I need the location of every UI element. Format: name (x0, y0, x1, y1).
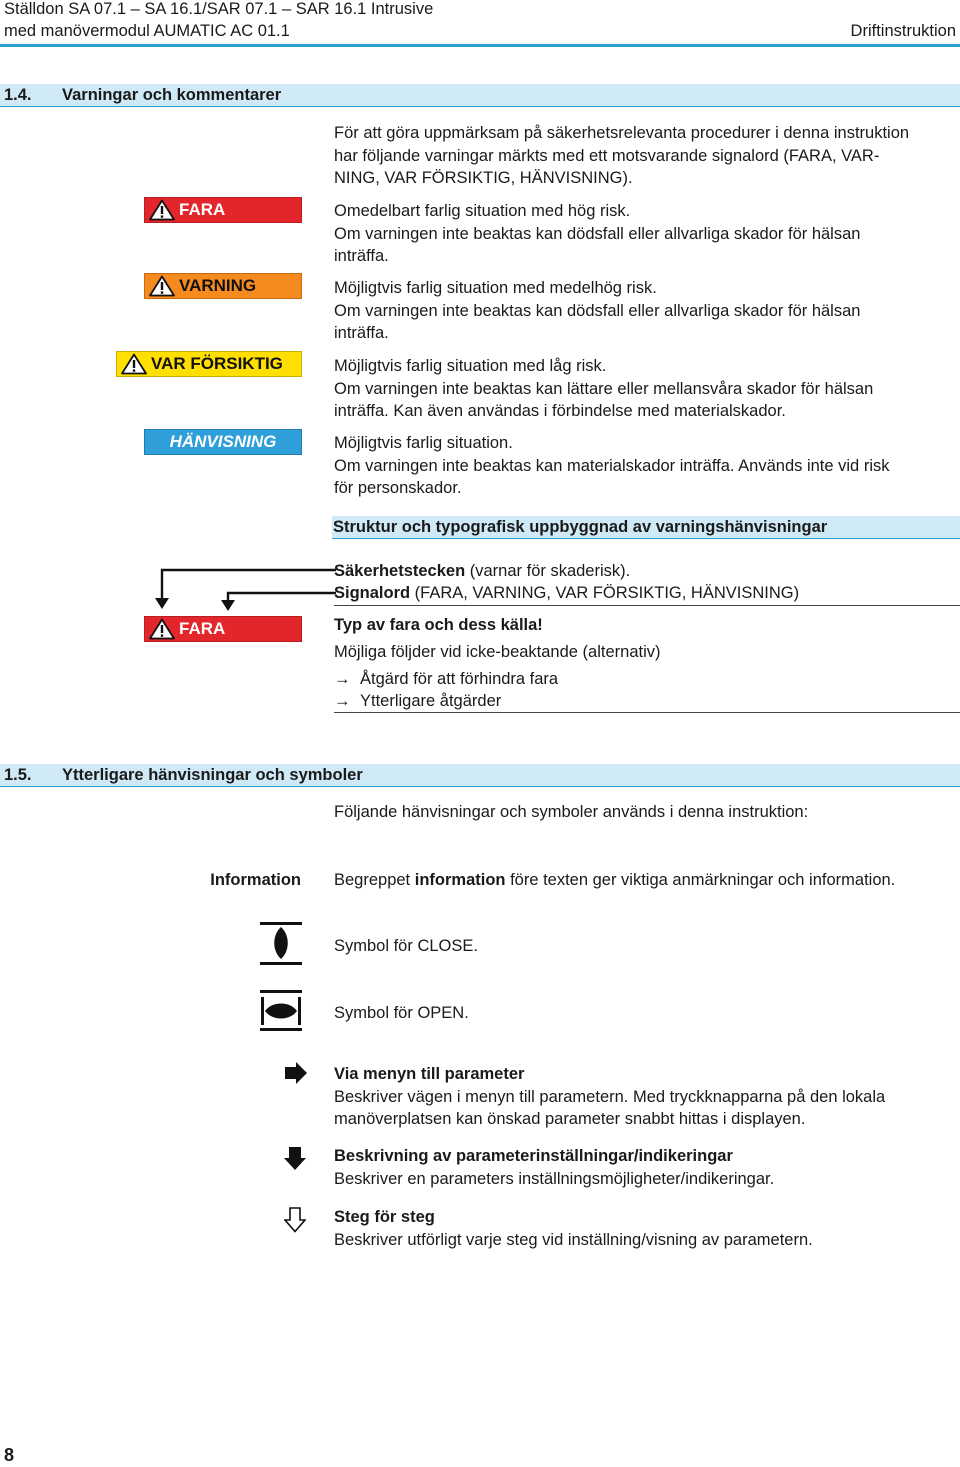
information-label: Information (210, 871, 301, 889)
arrow-right-icon: → (334, 692, 351, 710)
structure-step-2: → Ytterligare åtgärder (334, 690, 501, 713)
header-title-line2: med manövermodul AUMATIC AC 01.1 (4, 22, 290, 40)
section-number: 1.5. (4, 766, 32, 784)
varning-description: Möjligtvis farlig situation med medelhög risk. Om varningen inte beaktas kan dödsfall eller allvarliga skador för hälsan inträffa. (334, 279, 861, 342)
section-number: 1.4. (4, 86, 32, 104)
fara-badge (144, 197, 302, 223)
var-forsiktig-label: VAR FÖRSIKTIG (151, 354, 283, 373)
step-arrow-down-outline-icon (284, 1207, 306, 1233)
step-description: Steg för steg Beskriver utförligt varje steg vid inställning/visning av parametern. (334, 1208, 813, 1249)
arrow-right-icon: → (334, 670, 351, 688)
page-number: 8 (4, 1445, 15, 1465)
header-doc-type: Driftinstruktion (850, 22, 956, 40)
parameter-arrow-down-icon (284, 1146, 306, 1171)
header-rule (0, 44, 960, 47)
warning-triangle-icon (149, 275, 175, 297)
var-forsiktig-badge (116, 351, 302, 377)
hanvisning-label: HÄNVISNING (169, 432, 277, 451)
structure-fara-badge (144, 616, 302, 642)
warning-triangle-icon (149, 199, 175, 221)
close-symbol-text: Symbol för CLOSE. (334, 937, 478, 955)
section-1-5-intro: Följande hänvisningar och symboler används i denna instruktion: (334, 803, 809, 821)
structure-step-1: → Åtgärd för att förhindra fara (334, 668, 558, 691)
structure-line-hazard-type: Typ av fara och dess källa! (334, 616, 543, 634)
structure-line-safety-sign: Säkerhetstecken (varnar för skaderisk). (334, 562, 631, 580)
structure-heading: Struktur och typografisk uppbyggnad av varningshänvisningar (332, 516, 960, 539)
menu-path-description: Via menyn till parameter Beskriver vägen i menyn till parametern. Med tryckknapparna på den lokala manöverplatsen kan önskad parameter snabbt hittas i displayen. (334, 1065, 886, 1128)
structure-line-consequences: Möjliga följder vid icke-beaktande (alternativ) (334, 643, 661, 661)
warning-triangle-icon (149, 618, 175, 640)
close-symbol-icon (258, 921, 304, 967)
section-heading-1-5 (0, 764, 960, 787)
intro-text: För att göra uppmärksam på säkerhetsrelevanta procedurer i denna instruktion har följande varningar märkts med ett motsvarande signalord (FARA, VAR- NING, VAR FÖRSIKTIG, HÄNVISNING). (334, 124, 910, 187)
section-title: Varningar och kommentarer (62, 86, 282, 104)
information-description: Begreppet information före texten ger viktiga anmärkningar och information. (334, 871, 896, 889)
structure-line-signal-word: Signalord (FARA, VARNING, VAR FÖRSIKTIG, HÄNVISNING) (334, 584, 800, 602)
fara-label: FARA (179, 200, 226, 219)
open-symbol-icon (258, 989, 304, 1033)
hanvisning-description: Möjligtvis farlig situation. Om varningen inte beaktas kan materialskador inträffa. Används inte vid risk för personskador. (334, 434, 890, 497)
var-forsiktig-description: Möjligtvis farlig situation med låg risk. Om varningen inte beaktas kan lättare eller mellansvåra skador för hälsan inträffa. Kan även användas i förbindelse med materialskador. (334, 357, 874, 420)
section-title: Ytterligare hänvisningar och symboler (62, 766, 363, 784)
structure-rule-1 (334, 605, 960, 606)
hanvisning-badge (144, 429, 302, 455)
parameter-description: Beskrivning av parameterinställningar/indikeringar Beskriver en parameters inställningsmöjligheter/indikeringar. (334, 1147, 775, 1188)
structure-fara-label: FARA (179, 619, 226, 638)
structure-connector-lines (150, 562, 340, 614)
fara-description: Omedelbart farlig situation med hög risk. Om varningen inte beaktas kan dödsfall eller allvarliga skador för hälsan inträffa. (334, 202, 861, 265)
structure-rule-2 (334, 712, 960, 713)
menu-arrow-right-icon (284, 1062, 308, 1084)
varning-label: VARNING (179, 276, 257, 295)
varning-badge (144, 273, 302, 299)
warning-triangle-icon (121, 353, 147, 375)
section-heading-1-4 (0, 84, 960, 107)
open-symbol-text: Symbol för OPEN. (334, 1004, 469, 1022)
header-title-line1: Ställdon SA 07.1 – SA 16.1/SAR 07.1 – SAR 16.1 Intrusive (4, 0, 434, 18)
